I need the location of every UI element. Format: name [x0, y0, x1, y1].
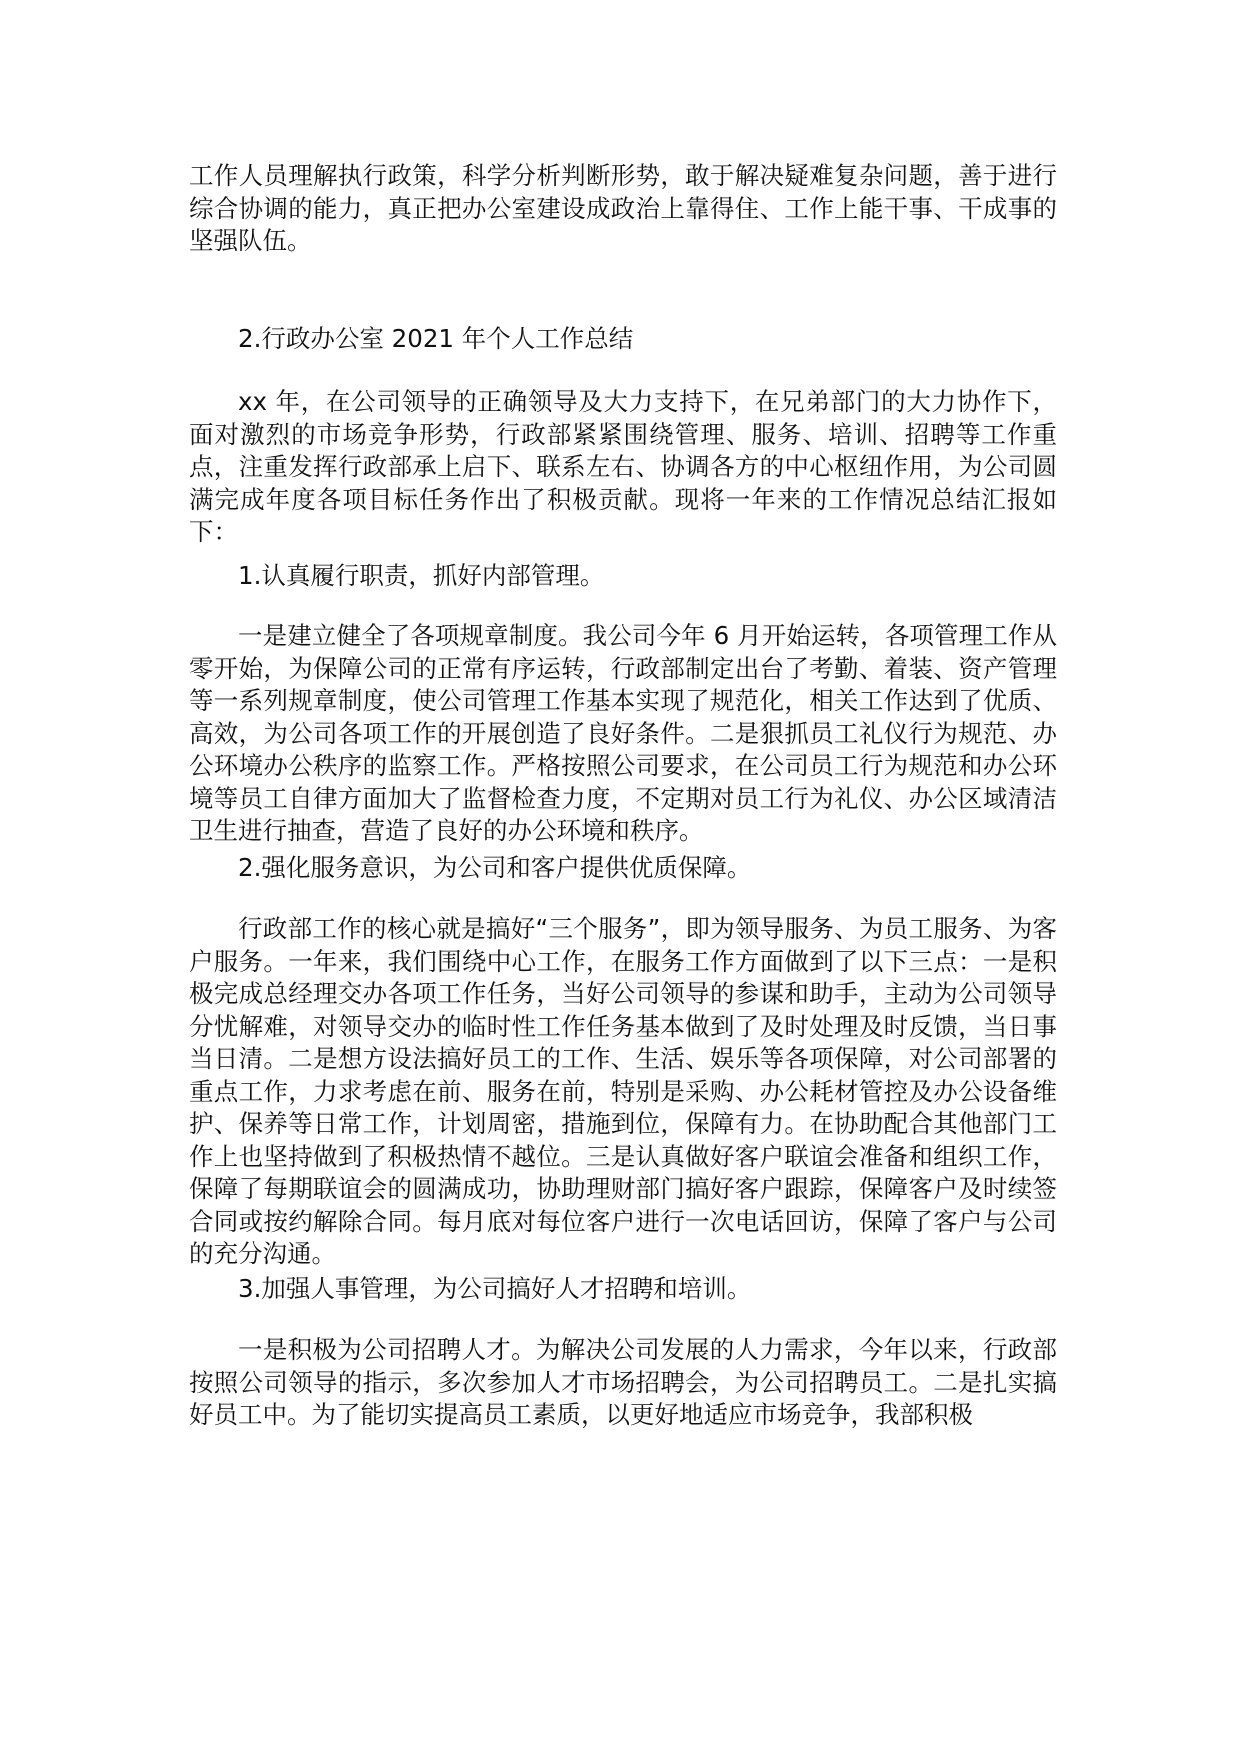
paragraph-1: 一是建立健全了各项规章制度。我公司今年 6 月开始运转，各项管理工作从零开始，为保障公司的正常有序运转，行政部制定出台了考勤、着装、资产管理等一系列规章制度，使公司管理工作基本实现了规范化，相关工作达到了优质、高效，为公司各项工作的开展创造了良好条件。二是狠抓员工礼仪行为规范、办公环境办公秩序的监察工作。严格按照公司要求，在公司员工行为规范和办公环境等员工自律方面加大了监督检查力度，不定期对员工行为礼仪、办公区域清洁卫生进行抽查，营造了良好的办公环境和秩序。 [189, 621, 1057, 845]
section-heading: 2.行政办公室 2021 年个人工作总结 [238, 324, 634, 353]
intro-paragraph: xx 年，在公司领导的正确领导及大力支持下，在兄弟部门的大力协作下，面对激烈的市场竞争形势，行政部紧紧围绕管理、服务、培训、招聘等工作重点，注重发挥行政部承上启下、联系左右、协调各方的中心枢纽作用，为公司圆满完成年度各项目标任务作出了积极贡献。现将一年来的工作情况总结汇报如下： [189, 387, 1057, 546]
subheading-1: 1.认真履行职责，抓好内部管理。 [238, 561, 605, 590]
continued-paragraph: 工作人员理解执行政策，科学分析判断形势，敢于解决疑难复杂问题，善于进行综合协调的能力，真正把办公室建设成政治上靠得住、工作上能干事、干成事的坚强队伍。 [189, 161, 1057, 255]
subheading-3: 3.加强人事管理，为公司搞好人才招聘和培训。 [238, 1274, 752, 1303]
paragraph-3: 一是积极为公司招聘人才。为解决公司发展的人力需求，今年以来，行政部按照公司领导的指示，多次参加人才市场招聘会，为公司招聘员工。二是扎实搞好员工中。为了能切实提高员工素质，以更好地适应市场竞争，我部积极 [189, 1335, 1057, 1429]
paragraph-2: 行政部工作的核心就是搞好“三个服务”，即为领导服务、为员工服务、为客户服务。一年来，我们围绕中心工作，在服务工作方面做到了以下三点：一是积极完成总经理交办各项工作任务，当好公司领导的参谋和助手，主动为公司领导分忧解难，对领导交办的临时性工作任务基本做到了及时处理及时反馈，当日事当日清。二是想方设法搞好员工的工作、生活、娱乐等各项保障，对公司部署的重点工作，力求考虑在前、服务在前，特别是采购、办公耗材管控及办公设备维护、保养等日常工作，计划周密，措施到位，保障有力。在协助配合其他部门工作上也坚持做到了积极热情不越位。三是认真做好客户联谊会准备和组织工作，保障了每期联谊会的圆满成功，协助理财部门搞好客户跟踪，保障客户及时续签合同或按约解除合同。每月底对每位客户进行一次电话回访，保障了客户与公司的充分沟通。 [189, 914, 1057, 1268]
subheading-2: 2.强化服务意识，为公司和客户提供优质保障。 [238, 853, 752, 882]
